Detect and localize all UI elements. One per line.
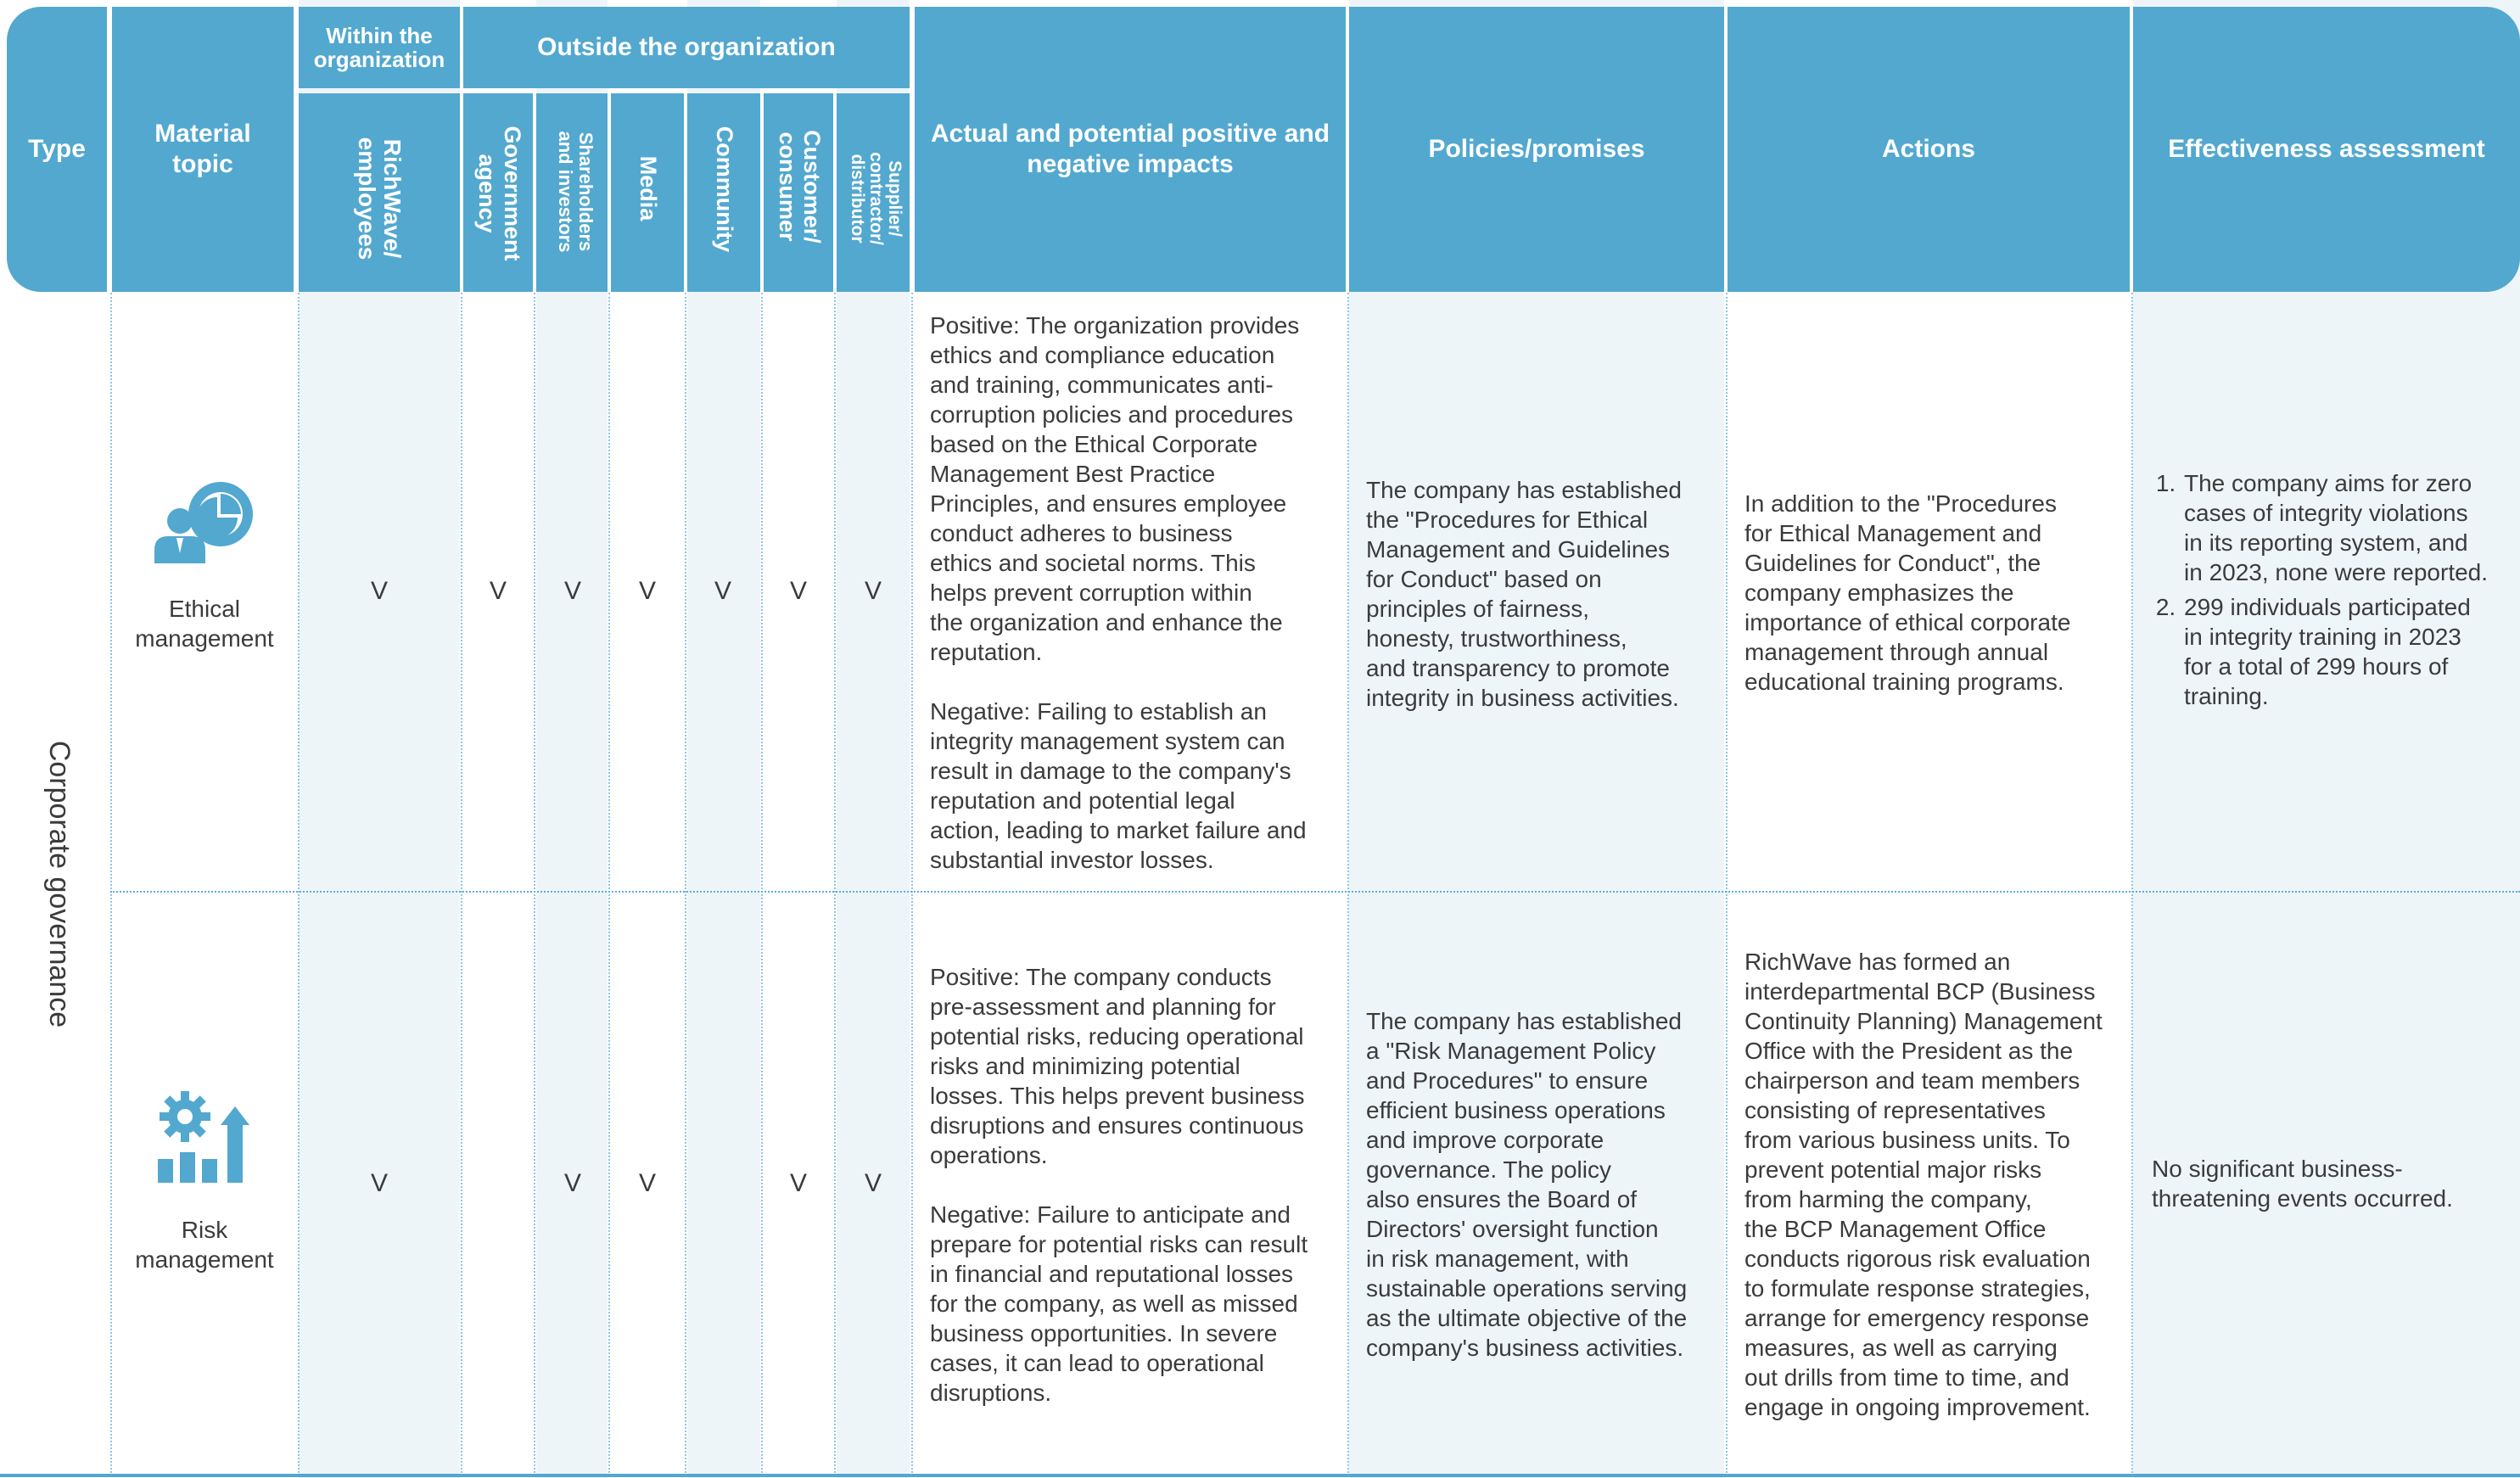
stakeholder-mark: V — [370, 1169, 388, 1197]
header-outside-org — [463, 7, 910, 88]
gear-growth-chart-icon — [156, 1086, 261, 1184]
stakeholder-label-community: Community — [712, 126, 737, 253]
effectiveness-list — [2138, 468, 2520, 716]
header-type — [7, 7, 107, 292]
type-label: Corporate governance — [43, 740, 76, 1028]
stakeholder-label-government: Government agency — [474, 126, 525, 261]
stakeholder-label-shareholders: Shareholders and investors — [555, 131, 596, 253]
table-bottom-rule — [0, 1474, 2520, 1477]
stakeholder-mark: V — [370, 577, 388, 605]
actions-text: In addition to the "Procedures for Ethical Management and Guidelines for Conduct", the company emphasizes the importance of ethical corporate management through annual educational training programs. — [1744, 490, 2071, 695]
stakeholder-mark: V — [714, 577, 731, 605]
divider — [1347, 293, 1349, 1476]
stakeholder-mark: V — [864, 1169, 882, 1197]
header-outside-org-label: Outside the organization — [537, 33, 836, 61]
stakeholder-mark: V — [864, 577, 882, 605]
header-policies-label: Policies/promises — [1428, 135, 1645, 163]
stakeholder-mark: V — [789, 577, 807, 605]
topic-label: Risk management — [135, 1217, 274, 1273]
stakeholder-mark: V — [563, 577, 581, 605]
divider — [2131, 293, 2133, 1476]
stakeholder-mark: V — [638, 1169, 656, 1197]
stakeholder-label-supplier: Supplier/ contractor/ distributor — [848, 152, 904, 245]
impacts-text: Positive: The company conducts pre-assessment and planning for potential risks, reducing operational risks and minimizing potential losses. This helps prevent business disruptions and ensures continuous operations. Negative: Failure to anticipate and prepare for potential risks can result in financial and reputational losses for the company, as well as missed business opportunities. In severe cases, it can lead to operational disruptions. — [930, 964, 1308, 1406]
stakeholder-mark: V — [638, 577, 656, 605]
header-actions-label: Actions — [1881, 135, 1975, 163]
header-actions — [1728, 7, 2130, 292]
stakeholder-mark: V — [563, 1169, 581, 1197]
divider — [911, 293, 913, 1476]
row-divider — [110, 891, 2520, 893]
header-type-label: Type — [28, 135, 86, 163]
header-within-org-label: Within the organization — [313, 23, 445, 72]
stakeholder-label-customer: Customer/ consumer — [775, 130, 825, 244]
divider — [685, 293, 686, 1476]
divider — [608, 293, 610, 1476]
header-policies — [1349, 7, 1724, 292]
header-material-topic-label: Material topic — [154, 120, 251, 178]
stakeholder-label-media: Media — [636, 155, 661, 221]
header-effectiveness-label: Effectiveness assessment — [2168, 135, 2485, 163]
effectiveness-item: 1. The company aims for zero cases of integrity violations in its reporting system, and in 2023, none were reported. — [2182, 468, 2520, 587]
policies-text: The company has established the "Procedures for Ethical Management and Guidelines for Conduct" based on principles of fairness, honesty, trustworthiness, and transparency to promote integrity in business activities. — [1366, 477, 1682, 711]
effectiveness-text: No significant business- threatening events occurred. — [2152, 1156, 2453, 1212]
stakeholder-mark: V — [789, 1169, 807, 1197]
stakeholder-mark: V — [489, 577, 507, 605]
policies-text: The company has established a "Risk Management Policy and Procedures" to ensure efficient business operations and improve corporate governance. The policy also ensures the Board of Directors' oversight function in risk management, with sustainable operations serving as the ultimate objective of the company's business activities. — [1366, 1008, 1688, 1361]
topic-label: Ethical management — [135, 596, 274, 652]
stakeholder-label-employees: RichWave/ employees — [354, 137, 406, 260]
actions-text: RichWave has formed an interdepartmental BCP (Business Continuity Planning) Management Office with the President as the chairperson and team members consisting of representatives from various business units. To prevent potential major risks from harming the company, the BCP Management Office conducts rigorous risk evaluation to formulate response strategies, arrange for emergency response measures, as well as carrying out drills from time to time, and engage in ongoing improvement. — [1744, 949, 2103, 1420]
divider — [1726, 293, 1728, 1476]
divider — [110, 293, 112, 1476]
header-within-org — [299, 7, 460, 88]
ethics-person-chart-icon — [151, 472, 261, 565]
header-material-topic — [112, 7, 294, 292]
effectiveness-item: 2. 299 individuals participated in integrity training in 2023 for a total of 299 hours of training. — [2182, 592, 2520, 711]
header-effectiveness — [2133, 7, 2520, 292]
header-impacts-label: Actual and potential positive and negative impacts — [930, 120, 1330, 178]
divider — [761, 293, 763, 1476]
divider — [298, 293, 300, 1476]
divider — [534, 293, 535, 1476]
divider — [834, 293, 836, 1476]
header-impacts — [915, 7, 1346, 292]
divider — [461, 293, 462, 1476]
impacts-text: Positive: The organization provides ethics and compliance education and training, communicates anti- corruption policies and procedures based on the Ethical Corporate Management Best Practice Principles, and ensures employee conduct adheres to business ethics and societal norms. This helps prevent corruption within the organization and enhance the reputation. Negative: Failing to establish an integrity management system can result in damage to the company's reputation and potential legal action, leading to market failure and substantial investor losses. — [930, 312, 1307, 873]
